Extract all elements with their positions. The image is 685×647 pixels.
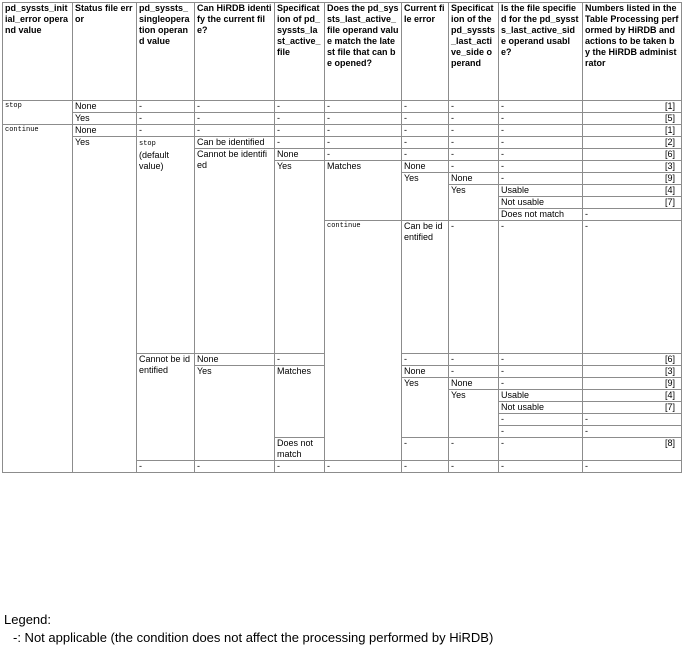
table-cell: - xyxy=(325,149,402,161)
number-reference: [8] xyxy=(583,438,682,461)
table-cell: - xyxy=(195,461,275,473)
last-active-file-value: None xyxy=(195,354,275,366)
legend-item: -: Not applicable (the condition does not affect the processing performed by HiRDB) xyxy=(13,630,494,645)
table-cell: - xyxy=(402,137,449,149)
number-reference: [7] xyxy=(583,197,682,209)
table-row xyxy=(3,113,682,125)
match-value: Does not match xyxy=(275,438,325,461)
table-cell: - xyxy=(499,221,583,354)
table-cell: - xyxy=(583,461,682,473)
table-cell: - xyxy=(402,438,449,461)
usable-value: Not usable xyxy=(499,197,583,209)
table-cell: - xyxy=(449,101,499,113)
table-cell: - xyxy=(449,366,499,378)
match-value: Does not match xyxy=(499,209,583,221)
last-active-file-value: Yes xyxy=(275,161,325,354)
table-cell: - xyxy=(325,125,402,137)
side-spec-value: None xyxy=(449,378,499,390)
table-cell: - xyxy=(499,173,583,185)
table-cell: - xyxy=(402,354,449,366)
header-last-active-file-spec: Specification of pd_syssts_last_active_file xyxy=(275,3,325,101)
table-cell: - xyxy=(583,209,682,221)
table-cell: - xyxy=(402,113,449,125)
current-file-error-value: Yes xyxy=(402,378,449,438)
default-text: (default xyxy=(139,150,170,160)
table-cell: - xyxy=(449,221,499,354)
last-active-file-value: Yes xyxy=(195,366,275,461)
table-cell: - xyxy=(275,354,325,366)
table-cell: - xyxy=(275,461,325,473)
number-reference: [3] xyxy=(583,161,682,173)
table-cell: - xyxy=(499,125,583,137)
status-file-error-value: Yes xyxy=(73,113,137,125)
current-file-error-value: None xyxy=(402,366,449,378)
identify-value: Can be identified xyxy=(402,221,449,354)
number-reference: [5] xyxy=(583,113,682,125)
table-cell: - xyxy=(137,461,195,473)
table-cell: - xyxy=(499,137,583,149)
table-cell: - xyxy=(583,414,682,426)
legend xyxy=(4,611,493,647)
table-cell: - xyxy=(449,354,499,366)
header-current-file-error: Current file error xyxy=(402,3,449,101)
table-cell: - xyxy=(195,101,275,113)
number-reference: [9] xyxy=(583,378,682,390)
table-cell: - xyxy=(325,137,402,149)
header-numbers-listed: Numbers listed in the Table Processing performed by HiRDB and actions to be taken by the HiRDB administrator xyxy=(583,3,682,101)
table-cell: - xyxy=(499,378,583,390)
number-reference: [4] xyxy=(583,185,682,197)
header-status-file-error: Status file error xyxy=(73,3,137,101)
header-initial-error: pd_syssts_initial_error operand value xyxy=(3,3,73,101)
table-cell: - xyxy=(499,414,583,426)
usable-value: Not usable xyxy=(499,402,583,414)
match-value: Matches xyxy=(325,161,402,221)
usable-value: Usable xyxy=(499,185,583,197)
table-cell: - xyxy=(275,101,325,113)
header-singleoperation: pd_syssts_singleoperation operand value xyxy=(137,3,195,101)
table-cell: - xyxy=(499,101,583,113)
table-cell: - xyxy=(325,101,402,113)
table-cell: - xyxy=(275,137,325,149)
table-cell: - xyxy=(137,113,195,125)
current-file-error-value: None xyxy=(402,161,449,173)
last-active-file-value: None xyxy=(275,149,325,161)
table-cell: - xyxy=(449,461,499,473)
table-cell: - xyxy=(402,101,449,113)
table-cell: - xyxy=(402,461,449,473)
table-cell: - xyxy=(499,426,583,438)
table-cell: - xyxy=(325,461,402,473)
table-cell: - xyxy=(195,125,275,137)
table-cell: - xyxy=(402,125,449,137)
table-cell: - xyxy=(325,113,402,125)
identify-value: Can be identified xyxy=(195,137,275,149)
table-cell: - xyxy=(137,101,195,113)
table-cell: - xyxy=(499,438,583,461)
table-cell: - xyxy=(449,161,499,173)
processing-table-container xyxy=(2,2,681,473)
table-cell: - xyxy=(449,113,499,125)
match-value: Matches xyxy=(275,366,325,438)
singleoperation-value xyxy=(137,137,195,354)
table-cell: - xyxy=(275,113,325,125)
table-cell: - xyxy=(137,125,195,137)
table-cell: - xyxy=(499,461,583,473)
side-spec-value: Yes xyxy=(449,390,499,438)
status-file-error-value: None xyxy=(73,125,137,137)
usable-value: Usable xyxy=(499,390,583,402)
table-cell: - xyxy=(499,161,583,173)
header-last-active-side-spec: Specification of the pd_syssts_last_active_side operand xyxy=(449,3,499,101)
table-cell: - xyxy=(195,113,275,125)
number-reference: [6] xyxy=(583,149,682,161)
table-row xyxy=(3,125,682,137)
header-side-file-usable: Is the file specified for the pd_syssts_last_active_side operand usable? xyxy=(499,3,583,101)
table-cell: - xyxy=(449,125,499,137)
table-cell: - xyxy=(449,137,499,149)
header-identify-current-file: Can HiRDB identify the current file? xyxy=(195,3,275,101)
processing-table xyxy=(2,2,682,473)
status-file-error-value: Yes xyxy=(73,137,137,473)
number-reference: [3] xyxy=(583,366,682,378)
table-cell: - xyxy=(499,113,583,125)
table-cell: - xyxy=(449,149,499,161)
number-reference: [7] xyxy=(583,402,682,414)
default-text: value) xyxy=(139,161,164,171)
identify-value: Cannot be identified xyxy=(137,354,195,461)
legend-title: Legend: xyxy=(4,612,51,627)
number-reference: [1] xyxy=(583,125,682,137)
identify-value: Cannot be identified xyxy=(195,149,275,354)
header-row xyxy=(3,3,682,101)
table-row xyxy=(3,137,682,149)
side-spec-value: Yes xyxy=(449,185,499,221)
table-row xyxy=(3,101,682,113)
table-cell: - xyxy=(275,125,325,137)
table-cell: - xyxy=(583,426,682,438)
table-cell: - xyxy=(499,366,583,378)
number-reference: [2] xyxy=(583,137,682,149)
table-cell: - xyxy=(402,149,449,161)
table-cell: - xyxy=(499,354,583,366)
singleoperation-value: continue xyxy=(325,221,402,461)
number-reference: [1] xyxy=(583,101,682,113)
initial-error-value: continue xyxy=(3,125,73,473)
side-spec-value: None xyxy=(449,173,499,185)
stop-text: stop xyxy=(139,140,156,148)
current-file-error-value: Yes xyxy=(402,173,449,221)
table-body xyxy=(3,3,682,473)
table-cell: - xyxy=(449,438,499,461)
status-file-error-value: None xyxy=(73,101,137,113)
number-reference: [9] xyxy=(583,173,682,185)
table-cell: - xyxy=(583,221,682,354)
table-cell: - xyxy=(499,149,583,161)
initial-error-value: stop xyxy=(3,101,73,125)
number-reference: [6] xyxy=(583,354,682,366)
header-latest-file-match: Does the pd_syssts_last_active_file operand value match the latest file that can be opened? xyxy=(325,3,402,101)
number-reference: [4] xyxy=(583,390,682,402)
